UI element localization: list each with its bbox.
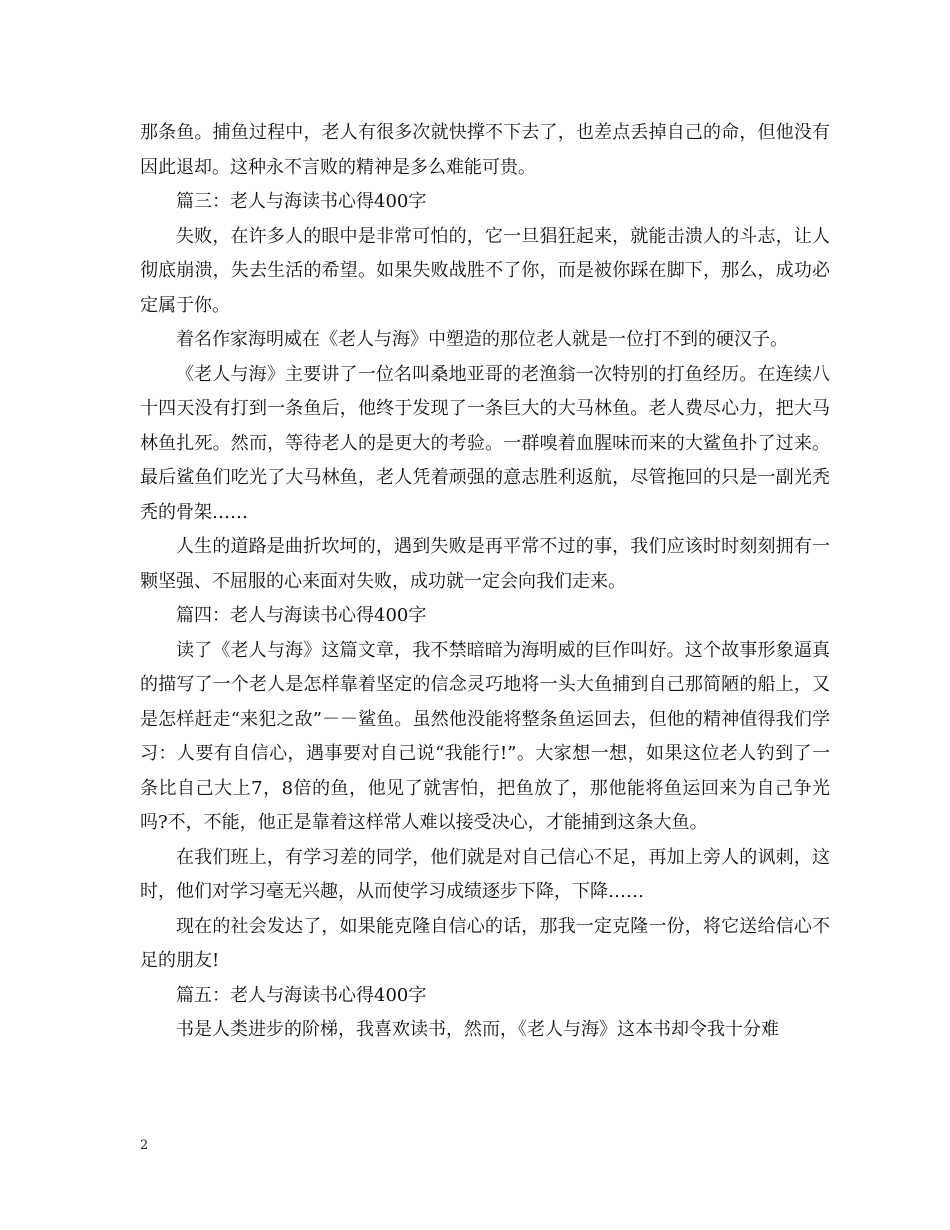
section-heading-part-four: 篇四：老人与海读书心得400字 xyxy=(176,605,427,626)
paragraph-continued-fish: 那条鱼。捕鱼过程中，老人有很多次就快撑不下去了，也差点丢掉自己的命，但他没有因此退却。这种永不言败的精神是多么难能可贵。 xyxy=(140,122,830,178)
section-heading-part-three: 篇三：老人与海读书心得400字 xyxy=(176,191,427,212)
paragraph-life-road: 人生的道路是曲折坎坷的，遇到失败是再平常不过的事，我们应该时时刻刻拥有一颗坚强、不屈服的心来面对失败，成功就一定会向我们走来。 xyxy=(140,536,830,592)
paragraph-clone-confidence: 现在的社会发达了，如果能克隆自信心的话，那我一定克隆一份，将它送给信心不足的朋友! xyxy=(140,915,830,971)
section-heading-part-five: 篇五：老人与海读书心得400字 xyxy=(176,984,427,1006)
document-body xyxy=(140,116,830,1048)
page-number: 2 xyxy=(140,1138,149,1153)
paragraph-books-ladder: 书是人类进步的阶梯，我喜欢读书，然而，《老人与海》这本书却令我十分难 xyxy=(176,1019,779,1040)
paragraph-classmates: 在我们班上，有学习差的同学，他们就是对自己信心不足，再加上旁人的讽刺，这时，他们对学习毫无兴趣，从而使学习成绩逐步下降，下降…… xyxy=(140,846,830,902)
paragraph-reading-reflection: 读了《老人与海》这篇文章，我不禁暗暗为海明威的巨作叫好。这个故事形象逼真的描写了一个老人是怎样靠着坚定的信念灵巧地将一头大鱼捕到自己那简陋的船上，又是怎样赶走“来犯之敌”－－鲨鱼。虽然他没能将整条鱼运回去，但他的精神值得我们学习：人要有自信心，遇事要对自己说“我能行!”。大家想一想，如果这位老人钓到了一条比自己大上7，8倍的鱼，他见了就害怕，把鱼放了，那他能将鱼运回来为自己争光吗?不，不能，他正是靠着这样常人难以接受决心，才能捕到这条大鱼。 xyxy=(140,639,830,833)
paragraph-story-summary: 《老人与海》主要讲了一位名叫桑地亚哥的老渔翁一次特别的打鱼经历。在连续八十四天没有打到一条鱼后，他终于发现了一条巨大的大马林鱼。老人费尽心力，把大马林鱼扎死。然而，等待老人的是更大的考验。一群嗅着血腥味而来的大鲨鱼扑了过来。最后鲨鱼们吃光了大马林鱼，老人凭着顽强的意志胜利返航，尽管拖回的只是一副光秃秃的骨架…… xyxy=(140,363,830,523)
paragraph-failure: 失败，在许多人的眼中是非常可怕的，它一旦猖狂起来，就能击溃人的斗志，让人彻底崩溃，失去生活的希望。如果失败战胜不了你，而是被你踩在脚下，那么，成功必定属于你。 xyxy=(140,225,830,316)
paragraph-hemingway: 着名作家海明威在《老人与海》中塑造的那位老人就是一位打不到的硬汉子。 xyxy=(176,329,788,350)
